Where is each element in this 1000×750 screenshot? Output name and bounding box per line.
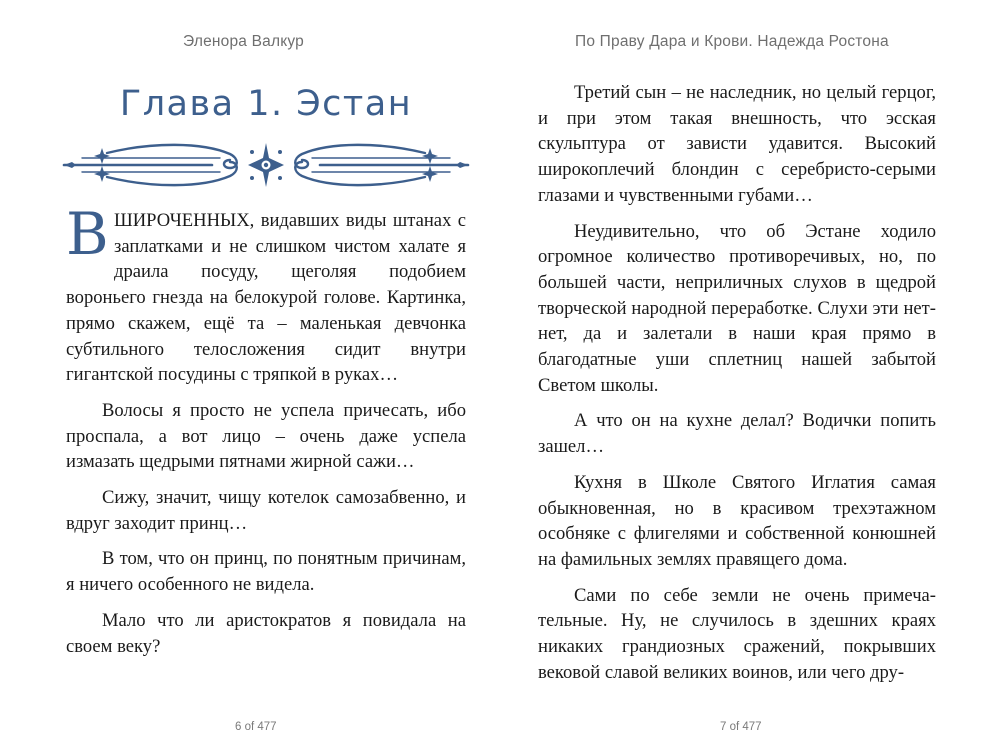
running-head-author: Эленора Валкур [183, 33, 304, 50]
right-page [500, 0, 1000, 750]
paragraph: Волосы я просто не успела причесать, ибо проспала, а вот лицо – очень даже успела измазать щедрыми пятнами жирной сажи… [66, 399, 466, 473]
paragraph: Сижу, значит, чищу котелок самозабвенно, и вдруг заходит принц… [66, 487, 466, 534]
flourish-divider-icon [62, 140, 470, 190]
paragraph: Кухня в Школе Святого Иглатия самая обыкновенная, но в красивом трехэтажном особняке с флигелями и собственной конюшней на фамильных землях правящего дома. [538, 471, 936, 570]
paragraph-text: ШИРОЧЕННЫХ, видавших виды штанах с заплатками и не слишком чистом халате я драила посуду, щеголяя подобием вороньего гнезда на белокурой голове. Картинка, прямо скажем, ещё та – маленькая девчонка субтильного телосложения сидит внутри гигантской посудины с тряпкой в руках… [66, 210, 466, 386]
page-number-right: 7 of 477 [720, 721, 762, 733]
chapter-title: Глава 1. Эстан [119, 84, 413, 124]
left-page-text [66, 200, 466, 669]
paragraph [66, 200, 466, 388]
right-page-text [538, 80, 936, 695]
drop-cap: В [66, 200, 109, 268]
paragraph: Сами по себе земли не очень примечательные. Ну, не случилось в здешних краях никаких грандиозных сражений, покрывших вековой славой великих воинов, или чего дру- [538, 584, 936, 683]
page-number-left: 6 of 477 [235, 721, 277, 733]
paragraph: В том, что он принц, по понятным причинам, я ничего особенного не видела. [66, 548, 466, 596]
running-head-title: По Праву Дара и Крови. Надежда Ростона [575, 33, 889, 50]
paragraph: Третий сын – не наследник, но целый герцог, и при этом такая внешность, что эсская скульптура от зависти удавится. Высокий широкоплечий блондин с серебристо-серыми глазами и чувственными губами… [538, 82, 936, 206]
paragraph: Неудивительно, что об Эстане ходило огромное количество противоречивых, но, по большей части, неприличных слухов в щедрой творческой народной переработке. Слухи эти нет-нет, да и залетали в наши края прямо в благодатные уши сплетниц нашей забытой Светом школы. [538, 220, 936, 396]
paragraph: А что он на кухне делал? Водички попить зашел… [538, 410, 936, 458]
paragraph: Мало что ли аристократов я повидала на своем веку? [66, 609, 466, 657]
